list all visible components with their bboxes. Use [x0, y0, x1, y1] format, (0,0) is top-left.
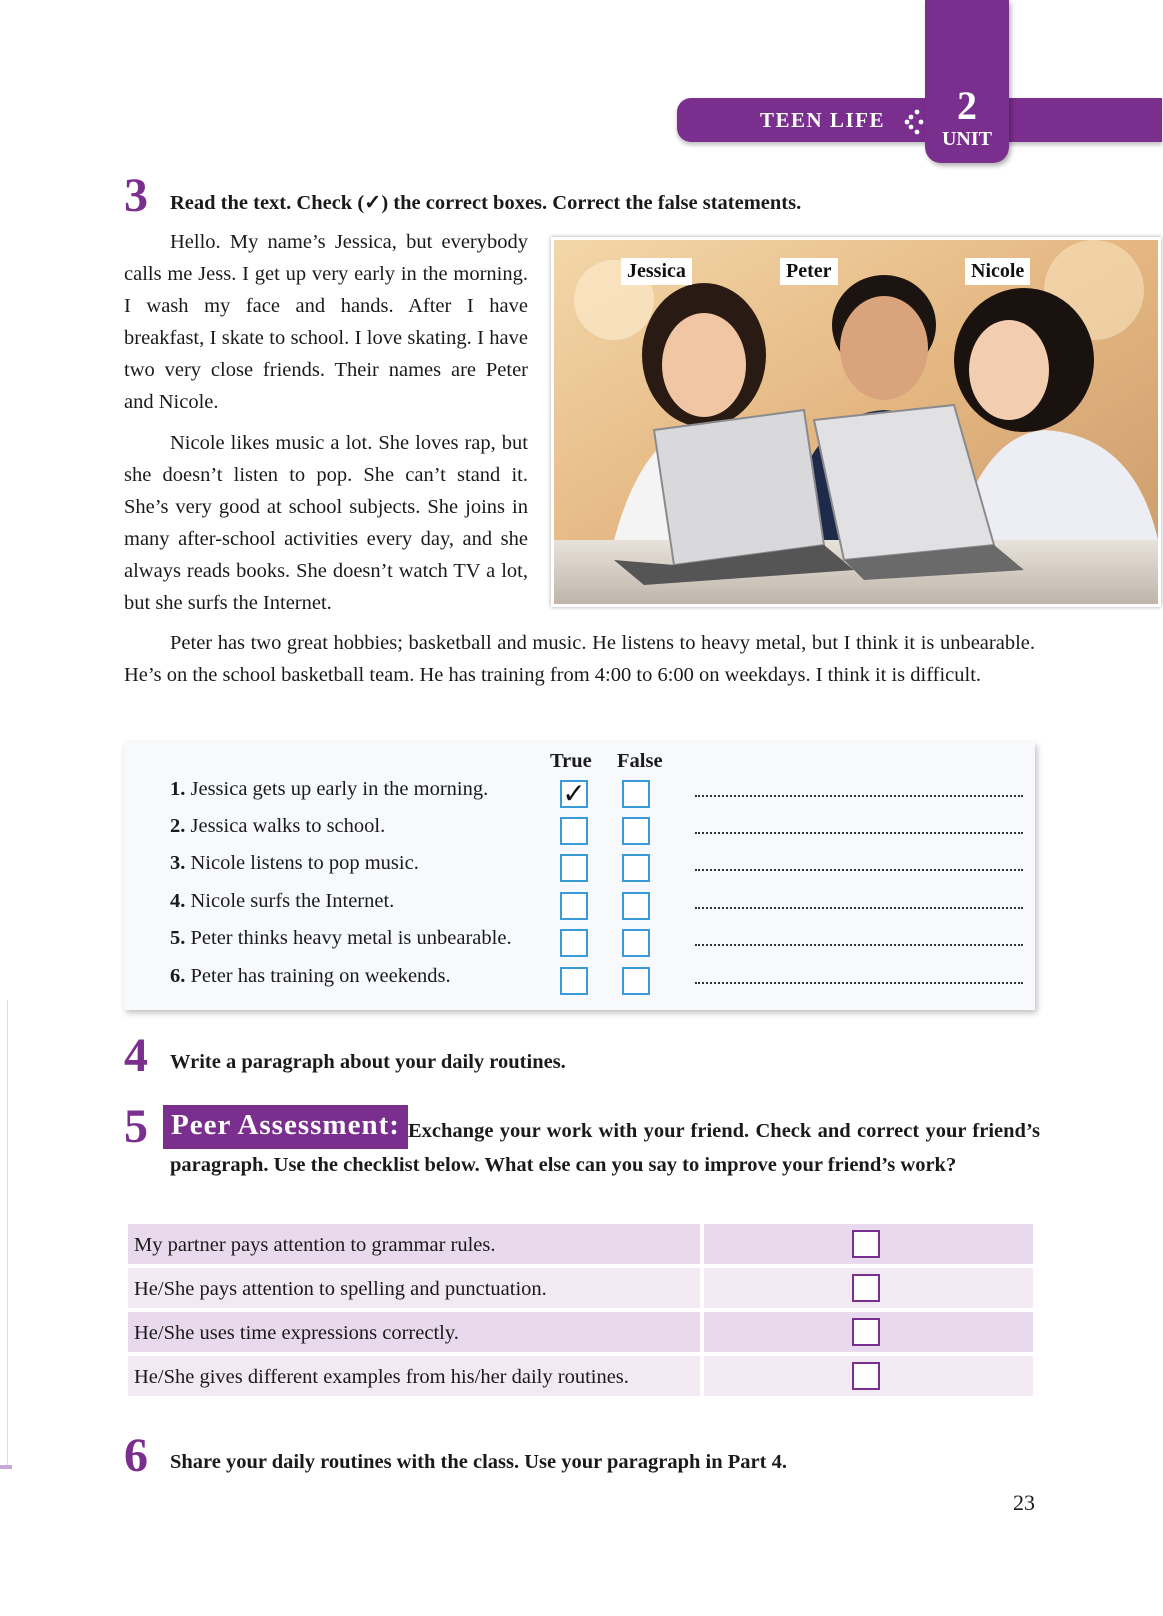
exercise-6-instruction: Share your daily routines with the class. Use your paragraph in Part 4. — [170, 1451, 787, 1473]
false-checkbox-2[interactable] — [622, 817, 650, 845]
exercise-4-number: 4 — [124, 1029, 148, 1082]
true-checkbox-4[interactable] — [560, 892, 588, 920]
column-false-header: False — [617, 750, 663, 772]
exercise-5-instruction: Exchange your work with your friend. Check and correct your friend’s paragraph. Use the checklist below. What else can you say to improve your friend’s work? — [170, 1120, 1040, 1176]
checklist-item-2: He/She pays attention to spelling and punctuation. — [128, 1268, 700, 1308]
statement-5 — [170, 927, 512, 950]
statement-6 — [170, 965, 451, 988]
statement-number: 3. — [170, 852, 186, 874]
unit-label: UNIT — [941, 128, 992, 150]
true-checkbox-6[interactable] — [560, 967, 588, 995]
false-checkbox-5[interactable] — [622, 929, 650, 957]
correction-line-4[interactable] — [695, 907, 1023, 909]
statement-text: Jessica gets up early in the morning. — [190, 778, 489, 800]
unit-number: 2 — [957, 83, 977, 128]
page-number: 23 — [1013, 1490, 1035, 1515]
exercise-4-instruction: Write a paragraph about your daily routines. — [170, 1051, 566, 1073]
exercise-3-instruction: Read the text. Check (✓) the correct boxes. Correct the false statements. — [170, 192, 802, 214]
column-true-header: True — [550, 750, 592, 772]
statement-text: Nicole surfs the Internet. — [190, 890, 395, 912]
exercise-6-number: 6 — [124, 1429, 148, 1482]
margin-line — [0, 1000, 8, 1465]
statement-number: 6. — [170, 965, 186, 987]
correction-line-1[interactable] — [695, 795, 1023, 797]
statement-1 — [170, 778, 488, 801]
dots-icon — [903, 108, 925, 136]
photo-label-jessica: Jessica — [621, 258, 692, 285]
false-checkbox-4[interactable] — [622, 892, 650, 920]
photo-label-peter: Peter — [780, 258, 838, 285]
checklist-cell-2 — [704, 1268, 1033, 1308]
checklist-item-3: He/She uses time expressions correctly. — [128, 1312, 700, 1352]
checklist-checkbox-4[interactable] — [852, 1362, 880, 1390]
checklist-checkbox-3[interactable] — [852, 1318, 880, 1346]
correction-line-3[interactable] — [695, 869, 1023, 871]
checklist-cell-4 — [704, 1356, 1033, 1396]
paragraph-nicole: Nicole likes music a lot. She loves rap, but she doesn’t listen to pop. She can’t stand it. She’s very good at school subjects. She joins in many after-school activities every day, and she always reads books. She doesn’t watch TV a lot, but she surfs the Internet. — [124, 432, 528, 614]
false-checkbox-1[interactable] — [622, 780, 650, 808]
peer-assessment-tag: Peer Assessment: — [163, 1105, 408, 1149]
statement-number: 5. — [170, 927, 186, 949]
checklist-item-4: He/She gives different examples from his/her daily routines. — [128, 1356, 700, 1396]
students-illustration — [554, 240, 1158, 604]
statement-number: 1. — [170, 778, 186, 800]
margin-tick — [0, 1465, 12, 1469]
true-checkbox-1[interactable]: ✓ — [560, 780, 588, 808]
students-photo — [551, 237, 1161, 607]
true-checkbox-3[interactable] — [560, 854, 588, 882]
photo-label-nicole: Nicole — [965, 258, 1030, 285]
true-checkbox-5[interactable] — [560, 929, 588, 957]
statement-number: 2. — [170, 815, 186, 837]
unit-tab — [925, 0, 1009, 163]
correction-line-5[interactable] — [695, 944, 1023, 946]
paragraph-peter: Peter has two great hobbies; basketball and music. He listens to heavy metal, but I think it is unbearable. He’s on the school basketball team. He has training from 4:00 to 6:00 on weekdays. I think it is difficult. — [124, 632, 1035, 686]
true-checkbox-2[interactable] — [560, 817, 588, 845]
false-checkbox-6[interactable] — [622, 967, 650, 995]
statement-number: 4. — [170, 890, 186, 912]
correction-line-2[interactable] — [695, 832, 1023, 834]
statement-3 — [170, 852, 419, 875]
statement-4 — [170, 890, 394, 913]
checklist-item-1: My partner pays attention to grammar rules. — [128, 1224, 700, 1264]
correction-line-6[interactable] — [695, 982, 1023, 984]
section-title: TEEN LIFE — [760, 108, 885, 132]
checklist-cell-3 — [704, 1312, 1033, 1352]
statement-text: Peter has training on weekends. — [190, 965, 451, 987]
false-checkbox-3[interactable] — [622, 854, 650, 882]
checklist-checkbox-1[interactable] — [852, 1230, 880, 1258]
paragraph-jessica: Hello. My name’s Jessica, but everybody calls me Jess. I get up very early in the morning. I wash my face and hands. After I have breakfast, I skate to school. I love skating. I have two very close friends. Their names are Peter and Nicole. — [124, 231, 528, 413]
checklist-cell-1 — [704, 1224, 1033, 1264]
statement-text: Nicole listens to pop music. — [190, 852, 419, 874]
statement-2 — [170, 815, 385, 838]
exercise-5-number: 5 — [124, 1100, 148, 1153]
statement-text: Jessica walks to school. — [190, 815, 386, 837]
exercise-3-number: 3 — [124, 169, 148, 222]
statement-text: Peter thinks heavy metal is unbearable. — [190, 927, 512, 949]
checklist-checkbox-2[interactable] — [852, 1274, 880, 1302]
